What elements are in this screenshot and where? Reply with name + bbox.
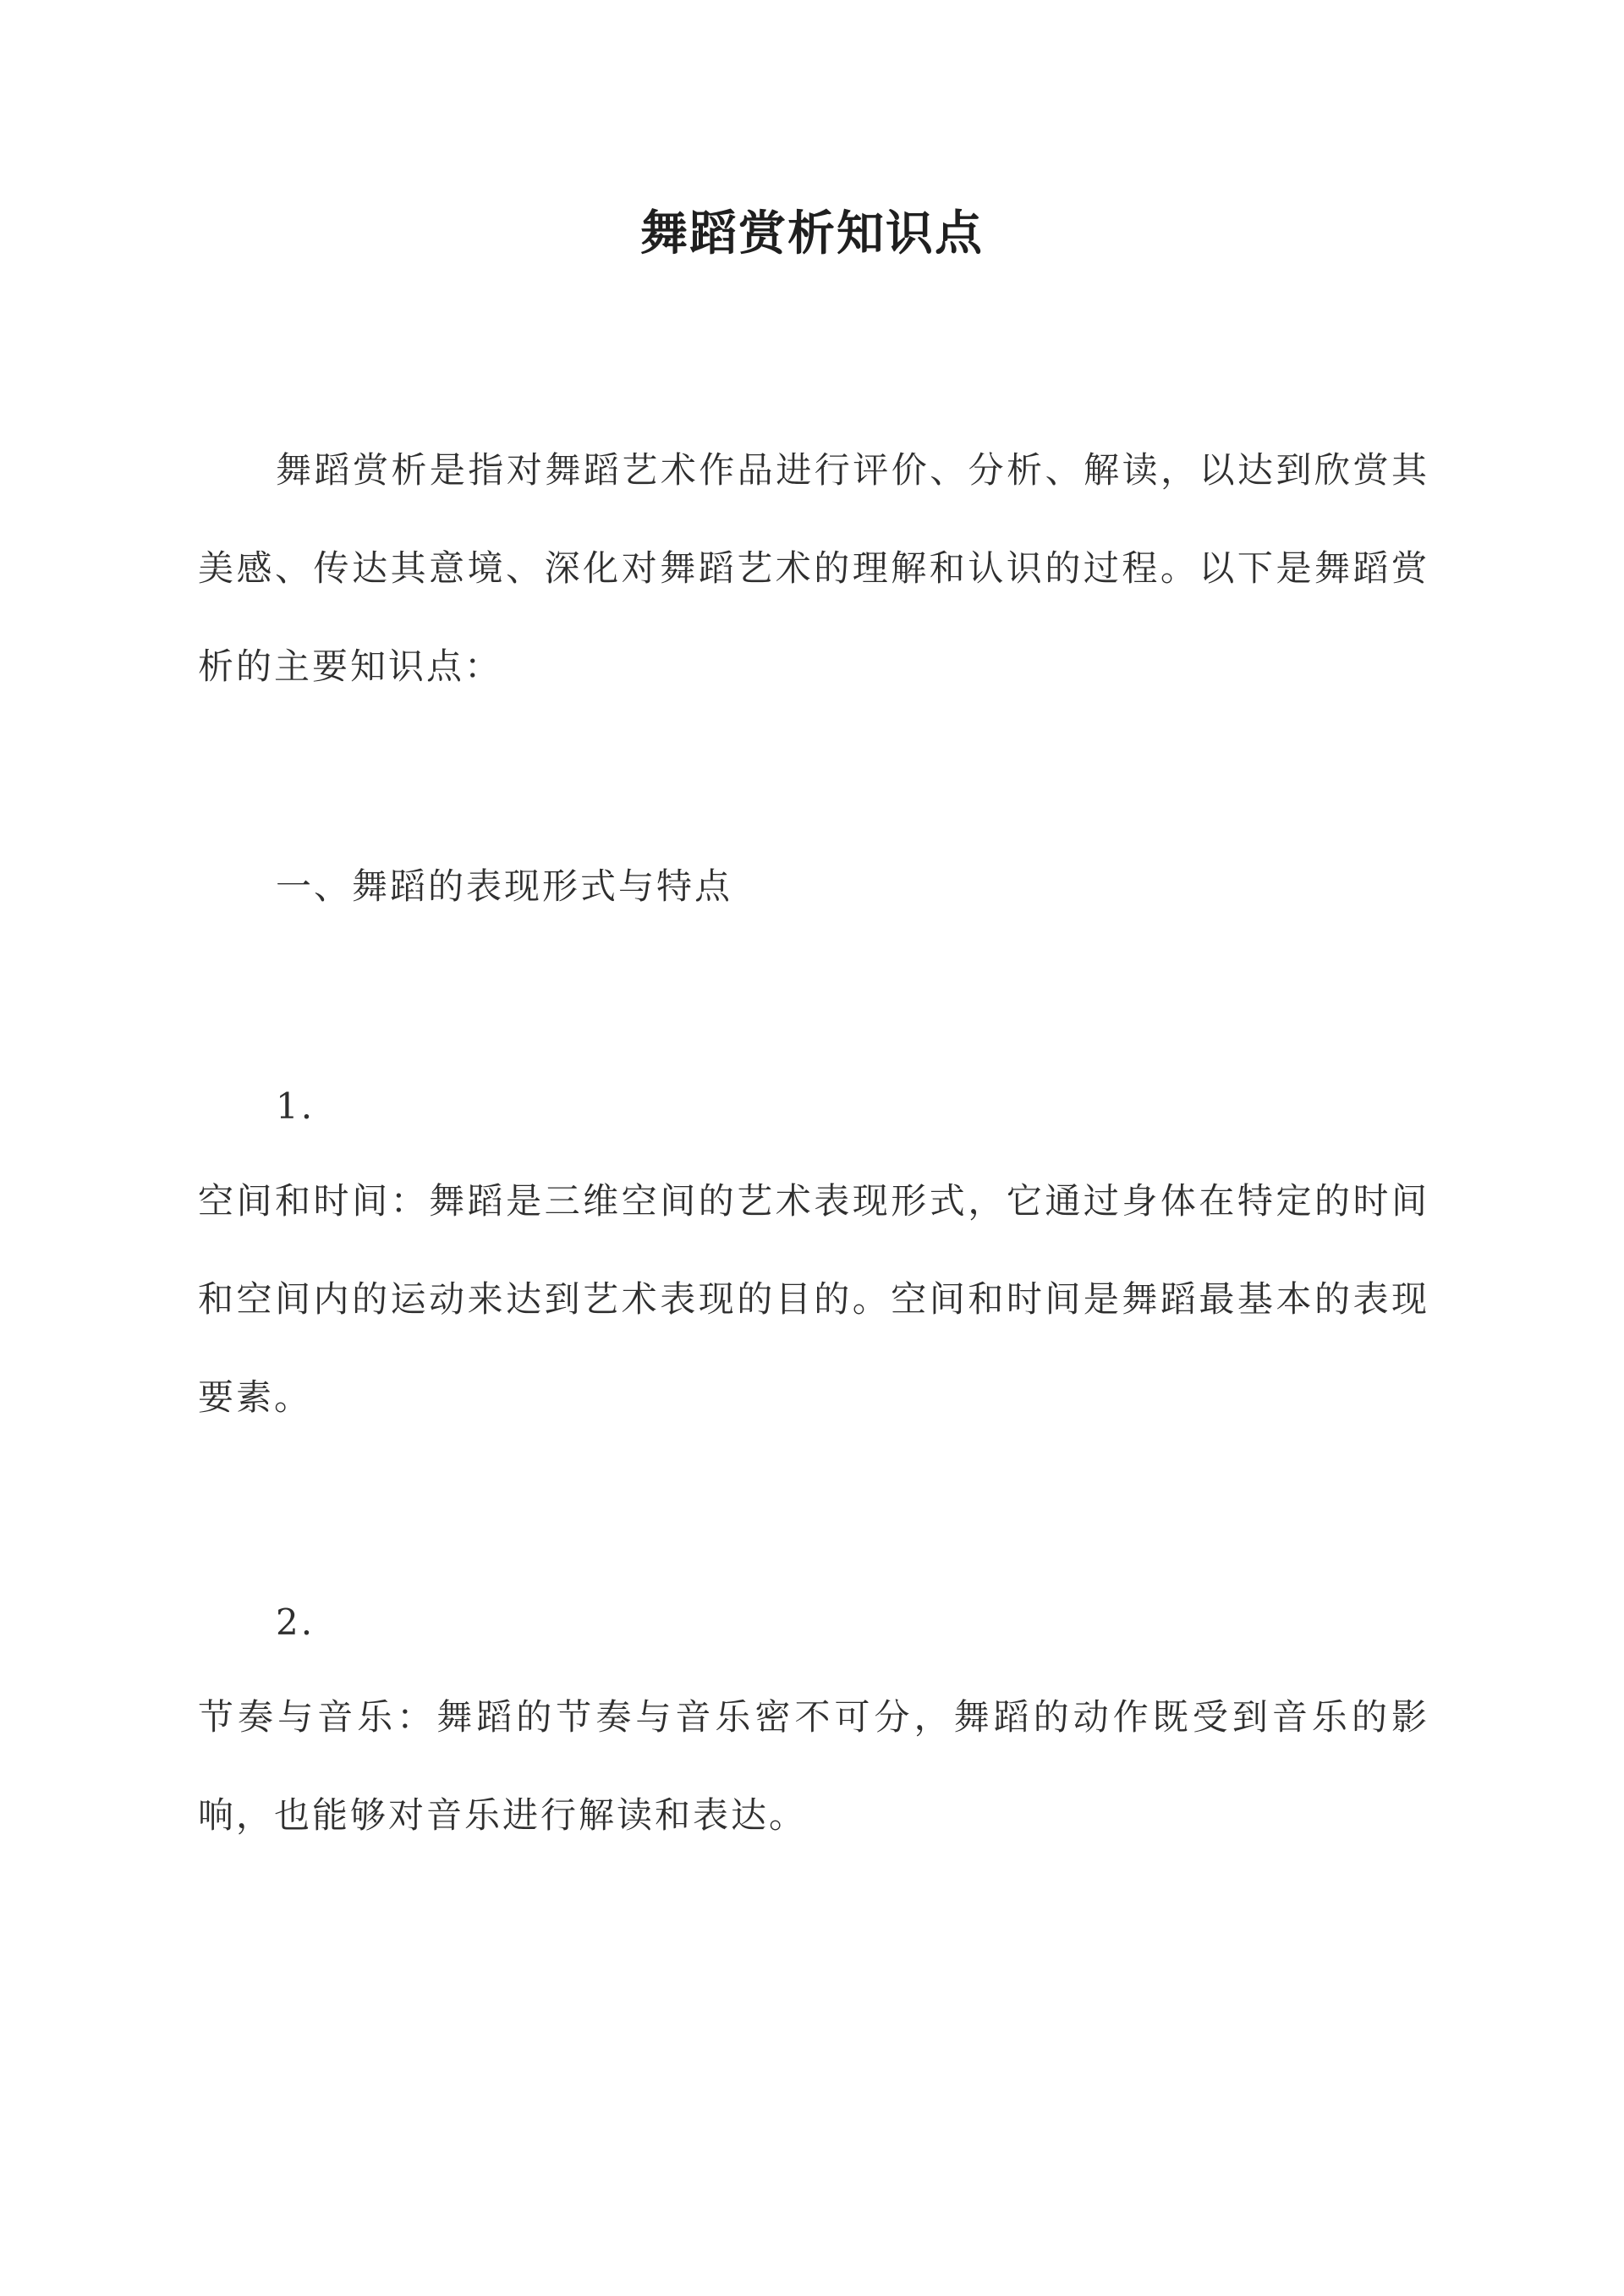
list-item-number: 1. — [276, 1085, 315, 1127]
list-item-text: 空间和时间：舞蹈是三维空间的艺术表现形式，它通过身体在特定的时间和空间内的运动来达到艺术表现的目的。空间和时间是舞蹈最基本的表现要素。 — [198, 1180, 1429, 1418]
list-item-number: 2. — [276, 1601, 315, 1643]
intro-paragraph: 舞蹈赏析是指对舞蹈艺术作品进行评价、分析、解读，以达到欣赏其美感、传达其意境、深化对舞蹈艺术的理解和认识的过程。以下是舞蹈赏析的主要知识点： — [198, 449, 1429, 687]
list-item-text: 节奏与音乐：舞蹈的节奏与音乐密不可分，舞蹈的动作既受到音乐的影响，也能够对音乐进行解读和表达。 — [198, 1696, 1429, 1836]
section-heading: 一、舞蹈的表现形式与特点 — [276, 865, 733, 907]
document-title: 舞蹈赏析知识点 — [640, 206, 984, 261]
